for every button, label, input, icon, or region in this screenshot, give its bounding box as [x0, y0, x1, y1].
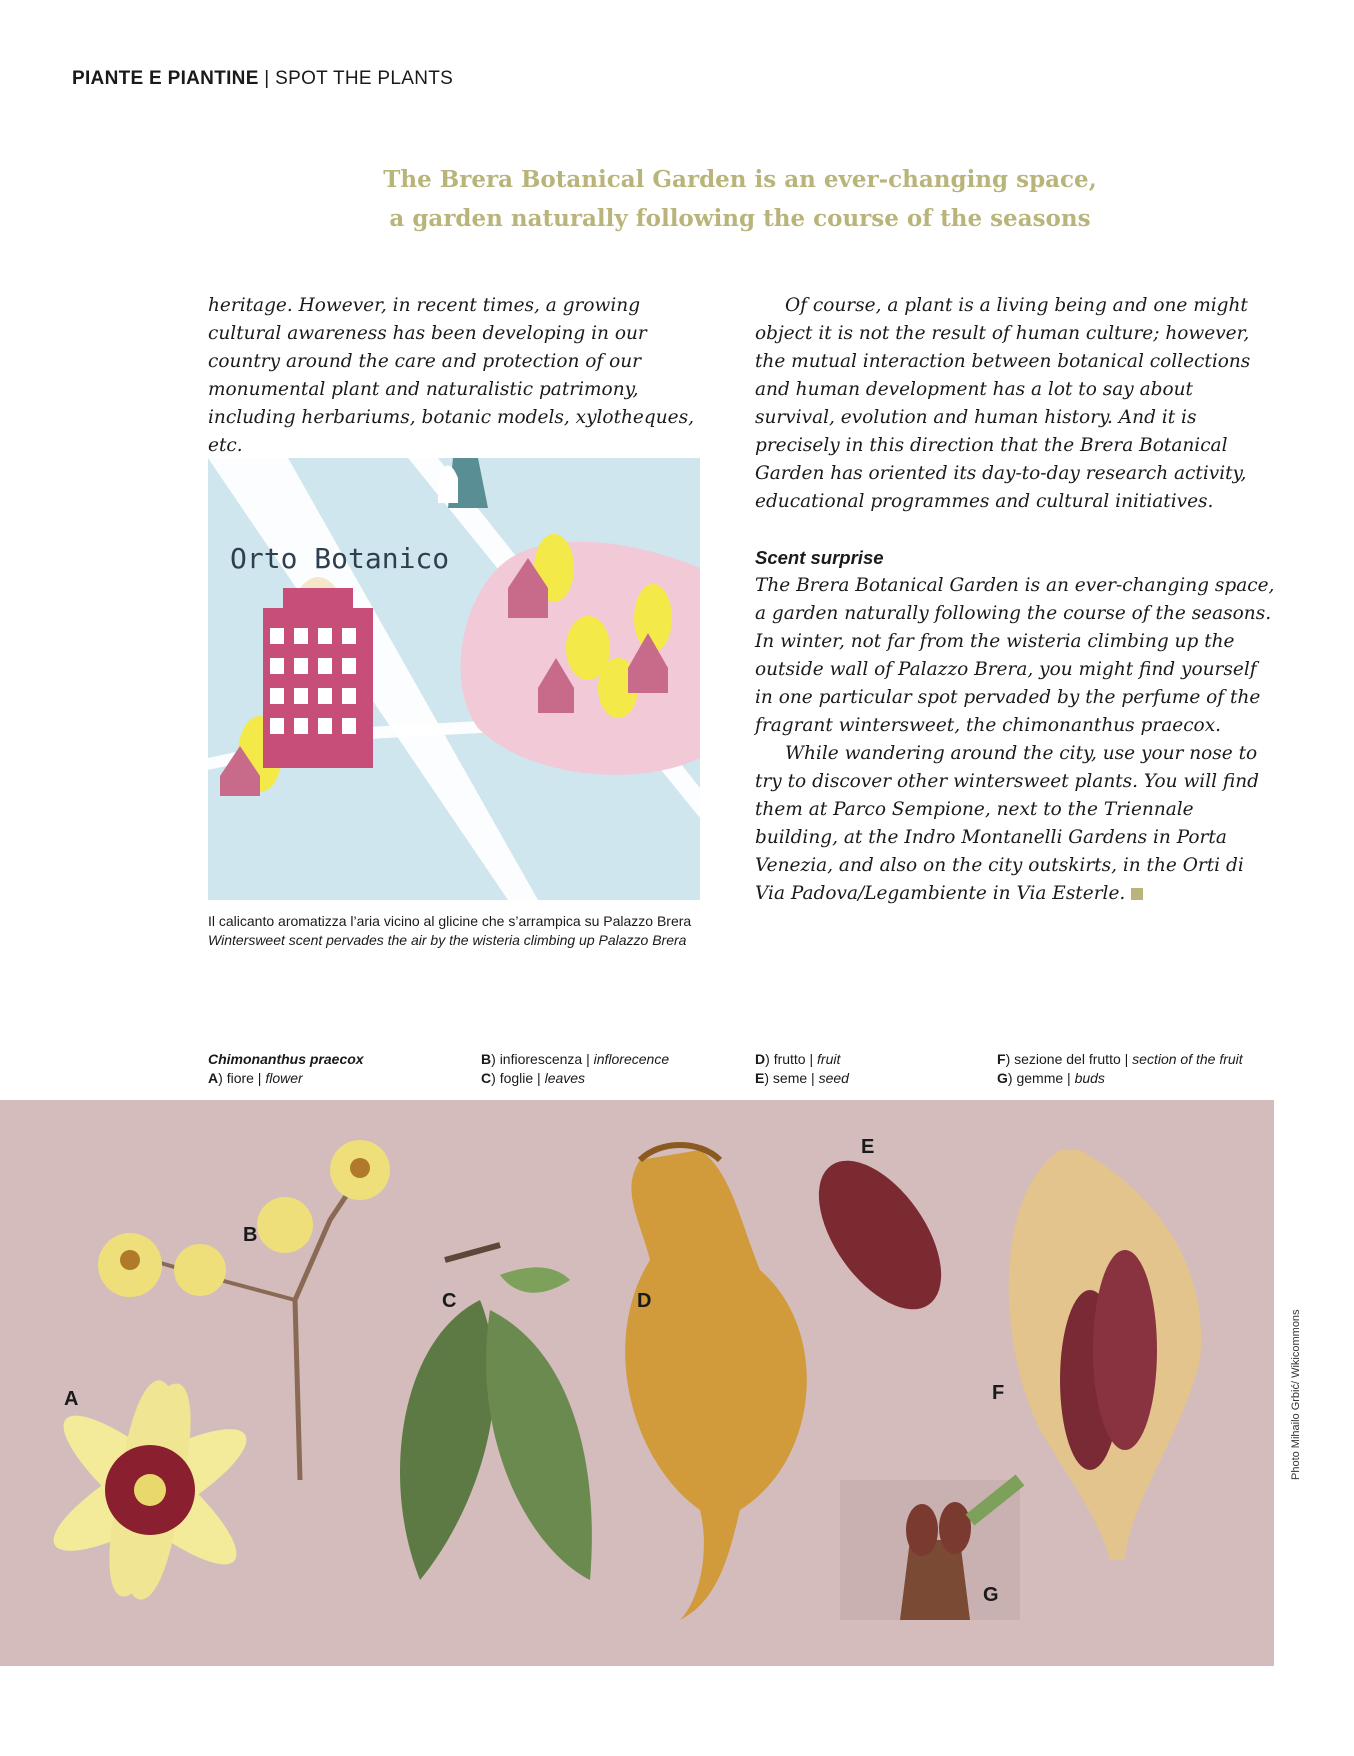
right-paragraph-1: Of course, a plant is a living being and one might object it is not the result of human culture; however, the mutual interaction between botanical collections and human development has a lot to say about survival, evolution and human history. And it is precisely in this direction that the Brera Botanical Garden has oriented its day-to-day research activity, educational programmes and cultural initiatives. — [755, 295, 1251, 512]
pull-quote-line-2: a garden naturally following the course of the seasons — [389, 205, 1091, 232]
subheading-scent-surprise: Scent surprise — [755, 547, 884, 568]
right-column — [755, 292, 1275, 908]
legend-col-1 — [208, 1050, 364, 1088]
legend-col-3 — [755, 1050, 849, 1088]
legend-item-f: F) sezione del frutto | section of the fruit — [997, 1051, 1243, 1067]
plate-label-b: B — [243, 1224, 258, 1246]
legend-item-b: B) infiorescenza | inflorecence — [481, 1051, 670, 1067]
image-caption — [208, 912, 728, 950]
caption-english: Wintersweet scent pervades the air by the wisteria climbing up Palazzo Brera — [208, 932, 687, 948]
plate-svg — [0, 1100, 1274, 1666]
legend-col-4 — [997, 1050, 1243, 1088]
header-separator: | — [264, 68, 270, 89]
map-svg — [208, 458, 700, 900]
map-label: Orto Botanico — [230, 542, 450, 575]
species-name: Chimonanthus praecox — [208, 1051, 364, 1067]
legend-item-g: G) gemme | buds — [997, 1070, 1105, 1086]
legend-col-2 — [481, 1050, 669, 1088]
plate-label-c: C — [442, 1290, 457, 1312]
end-mark-icon — [1131, 888, 1143, 900]
right-paragraph-2: The Brera Botanical Garden is an ever-changing space, a garden naturally following the course of the seasons. In winter, not far from the wisteria climbing up the outside wall of Palazzo Brera, you might find yourself in one particular spot pervaded by the perfume of the fragrant wintersweet, the chimonanthus praecox. — [755, 575, 1275, 736]
legend-item-d: D) frutto | fruit — [755, 1051, 841, 1067]
section-name: PIANTE E PIANTINE — [72, 68, 259, 89]
section-subtitle: SPOT THE PLANTS — [275, 68, 454, 89]
botanical-plate — [0, 1100, 1274, 1666]
legend-item-a: A) fiore | flower — [208, 1070, 303, 1086]
section-header — [72, 68, 453, 90]
plate-label-a: A — [64, 1388, 79, 1410]
right-paragraph-3 — [755, 740, 1275, 908]
pull-quote — [330, 160, 1150, 238]
left-column — [208, 292, 718, 460]
fruit-section-icon — [1009, 1150, 1201, 1560]
seed-icon — [794, 1140, 965, 1331]
map-illustration — [208, 458, 700, 900]
plate-label-g: G — [983, 1584, 999, 1606]
left-paragraph: heritage. However, in recent times, a growing cultural awareness has been developing in our country around the care and protection of our monumental plant and naturalistic patrimony, including herbariums, botanic models, xylotheques, etc. — [208, 295, 694, 456]
leaves-icon — [400, 1245, 592, 1580]
right-paragraph-3-text: While wandering around the city, use your nose to try to discover other wintersweet plants. You will find them at Parco Sempione, next to the Triennale building, at the Indro Montanelli Gardens in Porta Venezia, and also on the city outskirts, in the Orti di Via Padova/Legambiente in Via Esterle. — [755, 743, 1260, 904]
fruit-icon — [625, 1145, 807, 1620]
plate-label-e: E — [861, 1136, 875, 1158]
caption-italian: Il calicanto aromatizza l’aria vicino al glicine che s’arrampica su Palazzo Brera — [208, 913, 692, 929]
legend-item-e: E) seme | seed — [755, 1070, 849, 1086]
photo-credit: Photo Mihailo Grbić/ Wikicommons — [1290, 1309, 1302, 1480]
legend-item-c: C) foglie | leaves — [481, 1070, 586, 1086]
plate-label-f: F — [992, 1382, 1005, 1404]
pull-quote-line-1: The Brera Botanical Garden is an ever-changing space, — [383, 166, 1097, 193]
plate-label-d: D — [637, 1290, 652, 1312]
